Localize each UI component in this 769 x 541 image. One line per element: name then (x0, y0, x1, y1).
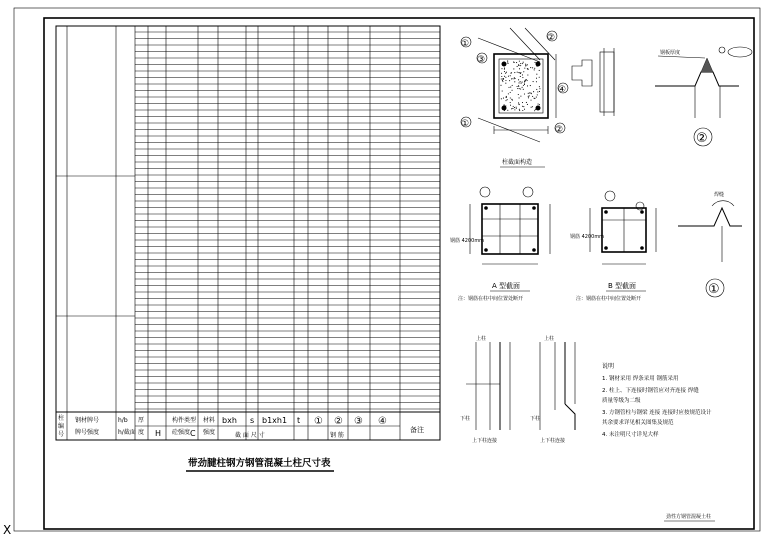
sheet-outer-border (14, 8, 760, 531)
connector-sketch (572, 48, 614, 116)
note-line-1: 1. 钢材采用 焊条采用 钢筋采用 (602, 376, 679, 382)
table-title: 带劲腱柱钢方钢管混凝土柱尺寸表 (188, 458, 331, 469)
column-size-table (56, 26, 440, 440)
a-rebar-text: 钢筋 4200mm (450, 238, 485, 244)
header-b1xh1: b1xh1 (262, 416, 288, 425)
header-hb: h/b (118, 417, 128, 424)
header-type-sub: 砼强度 (172, 429, 191, 436)
note-line-4: 3. 方钢管柱与钢梁 连接 连接时应按规范设计 (602, 410, 712, 416)
a-section (450, 187, 550, 302)
header-material-sub: 强度 (203, 429, 216, 436)
elev-a-top: 上柱 (476, 336, 487, 342)
header-type: 构件类型 (172, 417, 197, 424)
main-callout-2: ② (547, 33, 556, 43)
notes-title: 说明 (602, 363, 615, 370)
header-s: s (250, 416, 255, 425)
header-h: H (155, 429, 162, 438)
main-callout-3: ③ (477, 55, 486, 65)
detail-2 (655, 47, 752, 146)
detail2-label: ② (696, 131, 708, 146)
main-callout-4: ④ (558, 85, 567, 95)
header-size-group: 截 面 尺 寸 (235, 432, 265, 439)
header-t: t (297, 416, 301, 425)
elev-a-title: 上下柱连接 (472, 438, 498, 444)
header-thickness-sub: 度 (138, 429, 145, 436)
header-c: C (190, 429, 196, 438)
main-section-detail (461, 28, 568, 167)
detail2-callout: 钢板厚度 (660, 50, 681, 56)
detail1-label: ① (708, 282, 720, 297)
header-steel-grade: 钢材牌号 (75, 417, 100, 424)
b-rebar-text: 钢筋 4200mm (570, 234, 605, 240)
main-callout-1: ① (461, 39, 470, 49)
elevation-b (530, 335, 575, 444)
note-line-5: 其余要求详见相关图集及规范 (602, 420, 674, 426)
note-line-2: 2. 柱上、下连接时钢管应对齐连接 焊缝 (602, 388, 699, 394)
header-callout-3: ③ (354, 416, 363, 427)
sheet-inner-border (44, 18, 754, 529)
header-col-id: 柱 (58, 415, 65, 422)
note-line-6: 4. 未注明尺寸详见大样 (602, 432, 659, 438)
elev-b-top: 上柱 (544, 336, 555, 342)
detail1-callout: 焊缝 (714, 192, 725, 198)
svg-text:编: 编 (58, 423, 65, 430)
header-hb-sub: h/截面 (118, 429, 136, 436)
header-thickness: 厚 (138, 417, 145, 424)
elevation-a (460, 335, 510, 444)
a-title: A 型截面 (492, 282, 521, 290)
header-callout-2: ② (334, 416, 343, 427)
header-callout-1: ① (314, 416, 323, 427)
detail-1 (678, 191, 742, 297)
header-callout-4: ④ (378, 416, 387, 427)
header-steel-grade-sub: 牌号强度 (75, 429, 100, 436)
elev-a-bottom: 下柱 (460, 416, 471, 422)
b-note: 注：钢筋在柱中间位置处断开 (576, 296, 642, 302)
a-note: 注：钢筋在柱中间位置处断开 (458, 296, 524, 302)
svg-text:①: ① (461, 119, 470, 129)
corner-mark: X (3, 523, 12, 537)
notes (602, 362, 712, 438)
b-title: B 型截面 (608, 282, 637, 290)
elev-b-bottom: 下柱 (530, 416, 541, 422)
header-bxh: bxh (222, 416, 237, 425)
header-remarks: 备注 (410, 426, 424, 434)
svg-text:号: 号 (58, 431, 65, 438)
section-title: 柱截面构造 (502, 159, 533, 166)
header-steel-group: 钢 筋 (330, 432, 344, 439)
svg-text:②: ② (555, 125, 564, 135)
table-header (58, 414, 424, 439)
header-material: 材料 (203, 417, 216, 424)
footer-label: 劲性方钢管混凝土柱 (666, 514, 712, 520)
b-section (570, 191, 656, 302)
elev-b-title: 上下柱连接 (540, 438, 566, 444)
note-line-3: 质量等级为二级 (602, 398, 641, 404)
